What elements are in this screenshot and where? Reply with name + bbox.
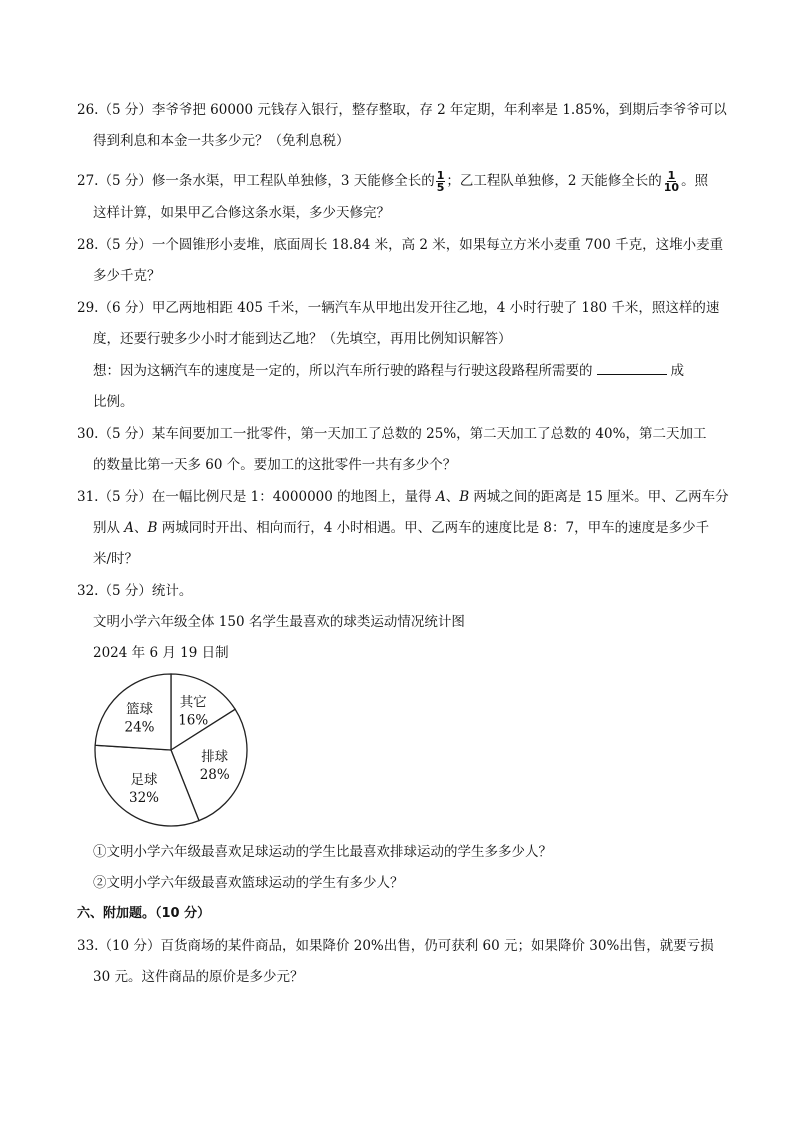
q27-text-a: 27.（5 分）修一条水渠，甲工程队单独修，3 天能修全长的 bbox=[77, 173, 435, 189]
q31-line3: 米/时？ bbox=[93, 551, 139, 567]
q31-text-d: 别从 bbox=[93, 520, 125, 536]
city-a: A bbox=[124, 520, 135, 536]
q32-sub2: ②文明小学六年级最喜欢篮球运动的学生有多少人？ bbox=[93, 875, 404, 891]
pie-chart bbox=[93, 672, 253, 832]
pie-slice-percent: 16% bbox=[178, 712, 209, 729]
q28-line2: 多少千克？ bbox=[93, 268, 161, 284]
answer-blank[interactable] bbox=[597, 360, 667, 375]
q27-text-c: 。照 bbox=[681, 173, 709, 189]
q30-line1: 30.（5 分）某车间要加工一批零件，第一天加工了总数的 25%，第二天加工了总数的 40%，第二天加工 bbox=[77, 426, 707, 442]
q32-line1: 32.（5 分）统计。 bbox=[77, 583, 193, 599]
city-a: A bbox=[435, 489, 446, 505]
q27-line1 bbox=[77, 170, 708, 193]
fraction-numerator: 1 bbox=[436, 169, 445, 182]
q29-line2: 度，还要行驶多少小时才能到达乙地？（先填空，再用比例知识解答） bbox=[93, 331, 512, 347]
city-b: B bbox=[147, 520, 158, 536]
q27-text-b: ；乙工程队单独修，2 天能修全长的 bbox=[446, 173, 662, 189]
q31-text-a: 31.（5 分）在一幅比例尺是 1：4000000 的地图上，量得 bbox=[77, 489, 436, 505]
q26-line2: 得到利息和本金一共多少元？（免利息税） bbox=[93, 133, 350, 149]
city-b: B bbox=[459, 489, 470, 505]
fraction-denominator: 10 bbox=[663, 181, 680, 194]
q29-think-text: 想：因为这辆汽车的速度是一定的，所以汽车所行驶的路程与行驶这段路程所需要的 bbox=[93, 363, 593, 379]
q29-line3 bbox=[93, 360, 684, 381]
q27-line2: 这样计算，如果甲乙合修这条水渠，多少天修完？ bbox=[93, 205, 390, 221]
pie-slice-name: 足球 bbox=[130, 772, 158, 789]
fraction-numerator: 1 bbox=[667, 169, 676, 182]
q33-line1: 33.（10 分）百货商场的某件商品，如果降价 20%出售，仍可获利 60 元；如果降价 30%出售，就要亏损 bbox=[77, 938, 714, 954]
pie-slice-percent: 32% bbox=[128, 790, 160, 807]
q29-line4: 比例。 bbox=[93, 394, 134, 410]
q31-text-c: 两城之间的距离是 15 厘米。甲、乙两车分 bbox=[469, 489, 729, 505]
q29-think-text-end: 成 bbox=[670, 363, 684, 379]
pie-slice-name: 其它 bbox=[179, 694, 207, 711]
section-heading: 六、附加题。（10 分） bbox=[77, 906, 211, 921]
q31-line1 bbox=[77, 487, 729, 507]
q30-line2: 的数量比第一天多 60 个。要加工的这批零件一共有多少个？ bbox=[93, 457, 457, 473]
q33-line2: 30 元。这件商品的原价是多少元？ bbox=[93, 969, 304, 985]
q32-sub1: ①文明小学六年级最喜欢足球运动的学生比最喜欢排球运动的学生多多少人？ bbox=[93, 844, 552, 860]
q26-line1: 26.（5 分）李爷爷把 60000 元钱存入银行，整存整取，存 2 年定期，年利率是 1.85%，到期后李爷爷可以 bbox=[77, 102, 727, 118]
q31-text-f: 两城同时开出、相向而行，4 小时相遇。甲、乙两车的速度比是 8：7，甲车的速度是多少千 bbox=[157, 520, 710, 536]
q28-line1: 28.（5 分）一个圆锥形小麦堆，底面周长 18.84 米，高 2 米，如果每立方米小麦重 700 千克，这堆小麦重 bbox=[77, 237, 724, 253]
fraction-one-tenth bbox=[663, 170, 680, 193]
pie-slice-percent: 28% bbox=[199, 767, 230, 784]
q31-text-b: 、 bbox=[445, 489, 460, 505]
chart-subtitle: 2024 年 6 月 19 日制 bbox=[93, 645, 229, 661]
pie-slice-name: 排球 bbox=[201, 749, 229, 766]
q31-text-e: 、 bbox=[134, 520, 148, 536]
q31-line2 bbox=[93, 518, 709, 538]
pie-slice-name: 篮球 bbox=[126, 701, 153, 718]
pie-slice-percent: 24% bbox=[124, 719, 155, 736]
fraction-denominator: 5 bbox=[436, 181, 445, 194]
fraction-one-fifth bbox=[436, 170, 446, 193]
chart-title: 文明小学六年级全体 150 名学生最喜欢的球类运动情况统计图 bbox=[93, 614, 465, 630]
q29-line1: 29.（6 分）甲乙两地相距 405 千米，一辆汽车从甲地出发开往乙地，4 小时行驶了 180 千米，照这样的速 bbox=[77, 300, 720, 316]
